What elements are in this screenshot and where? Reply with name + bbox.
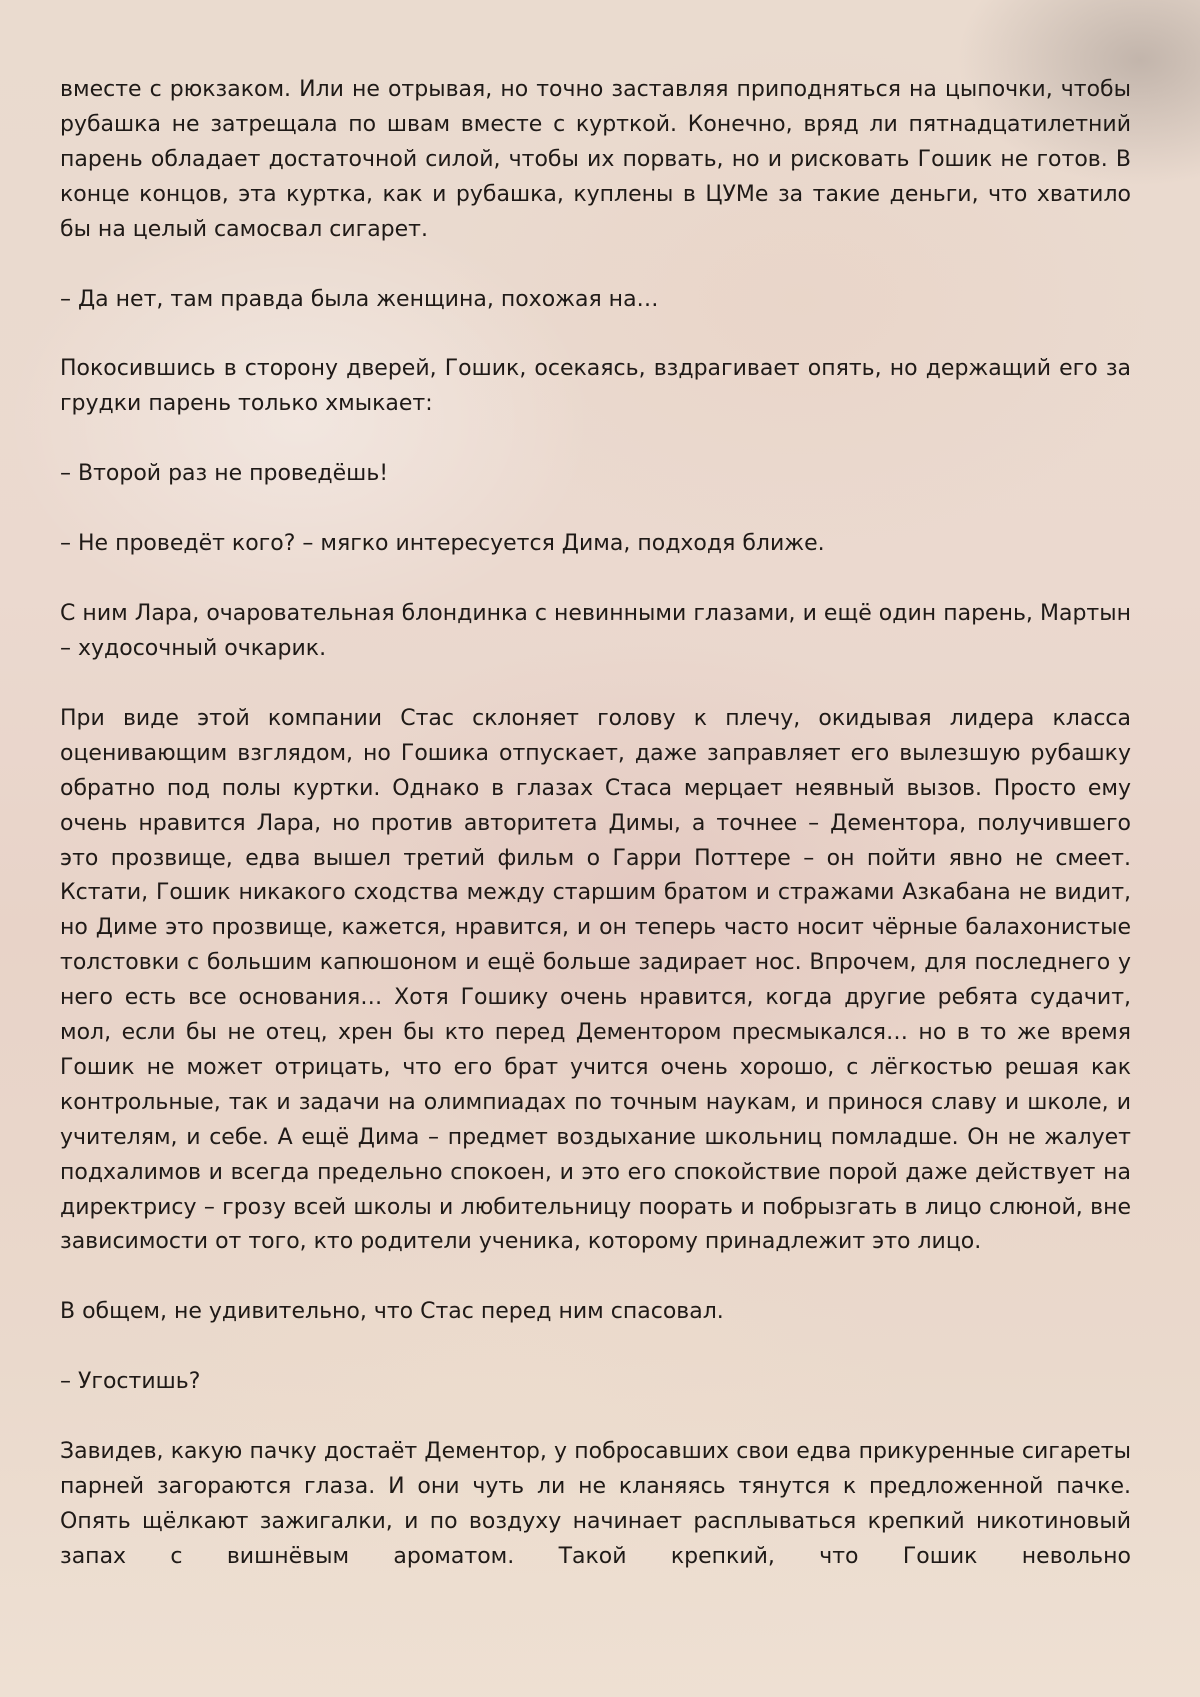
paragraph-2: – Да нет, там правда была женщина, похожая на…: [60, 286, 659, 312]
paragraph-9: – Угостишь?: [60, 1369, 201, 1395]
book-page-text: [60, 73, 1131, 1575]
paragraph-3: Покосившись в сторону дверей, Гошик, осекаясь, вздрагивает опять, но держащий его за грудки парень только хмыкает:: [60, 356, 1131, 417]
paragraph-10: Завидев, какую пачку достаёт Дементор, у побросавших свои едва прикуренные сигареты парней загораются глаза. И они чуть ли не кланяясь тянутся к предложенной пачке. Опять щёлкают зажигалки, и по воздуху начинает расплываться крепкий никотиновый запах с вишнёвым ароматом. Такой крепкий, что Гошик невольно: [60, 1439, 1131, 1569]
paragraph-4: – Второй раз не проведёшь!: [60, 461, 389, 487]
paragraph-6: С ним Лара, очаровательная блондинка с невинными глазами, и ещё один парень, Мартын – худосочный очкарик.: [60, 601, 1131, 661]
paragraph-8: В общем, не удивительно, что Стас перед ним спасовал.: [60, 1299, 724, 1325]
paragraph-7: При виде этой компании Стас склоняет голову к плечу, окидывая лидера класса оценивающим взглядом, но Гошика отпускает, даже заправляет его вылезшую рубашку обратно под полы куртки. Однако в глазах Стаса мерцает неявный вызов. Просто ему очень нравится Лара, но против авторитета Димы, а точнее – Дементора, получившего это прозвище, едва вышел третий фильм о Гарри Поттере – он пойти явно не смеет. Кстати, Гошик никакого сходства между старшим братом и стражами Азкабана не видит, но Диме это прозвище, кажется, нравится, и он теперь часто носит чёрные балахонистые толстовки с большим капюшоном и ещё больше задирает нос. Впрочем, для последнего у него есть все основания… Хотя Гошику очень нравится, когда другие ребята судачит, мол, если бы не отец, хрен бы кто перед Дементором пресмыкался… но в то же время Гошик не может отрицать, что его брат учится очень хорошо, с лёгкостью решая как контрольные, так и задачи на олимпиадах по точным наукам, и принося славу и школе, и учителям, и себе. А ещё Дима – предмет воздыхание школьниц помладше. Он не жалует подхалимов и всегда предельно спокоен, и это его спокойствие порой даже действует на директрису – грозу всей школы и любительницу поорать и побрызгать в лицо слюной, вне зависимости от того, кто родители ученика, которому принадлежит это лицо.: [60, 705, 1131, 1255]
paragraph-1: вместе с рюкзаком. Или не отрывая, но точно заставляя приподняться на цыпочки, чтобы рубашка не затрещала по швам вместе с курткой. Конечно, вряд ли пятнадцатилетний парень обладает достаточной силой, чтобы их порвать, но и рисковать Гошик не готов. В конце концов, эта куртка, как и рубашка, куплены в ЦУМе за такие деньги, что хватило бы на целый самосвал сигарет.: [60, 77, 1131, 242]
paragraph-5: – Не проведёт кого? – мягко интересуется Дима, подходя ближе.: [60, 531, 825, 557]
